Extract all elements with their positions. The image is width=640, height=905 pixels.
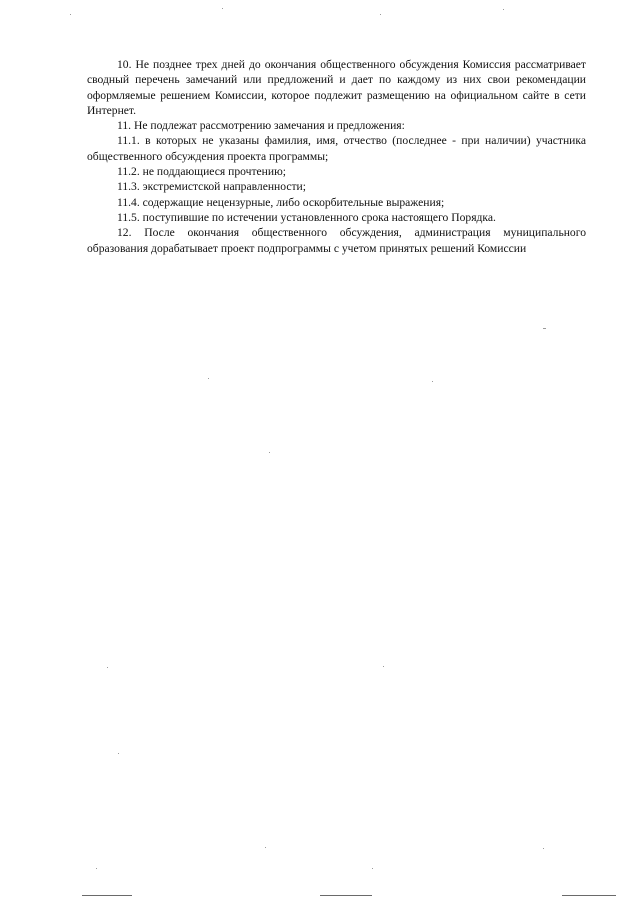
scan-speck xyxy=(432,381,433,382)
scan-speck xyxy=(372,868,373,869)
paragraph-11: 11. Не подлежат рассмотрению замечания и предложения: xyxy=(117,119,405,133)
paragraph-10: 10. Не позднее трех дней до окончания общественного обсуждения Комиссия рассматривает сводный перечень замечаний или предложений и дает по каждому из них свои рекомендации оформляемые решением Комиссии, которое подлежит размещению на официальном сайте в сети Интернет. xyxy=(87,58,586,117)
paragraph-11-5: 11.5. поступившие по истечении установленного срока настоящего Порядка. xyxy=(117,210,496,224)
scan-speck xyxy=(380,14,381,15)
scan-speck xyxy=(543,328,546,329)
document-body xyxy=(87,57,586,256)
paragraph-11-1: 11.1. в которых не указаны фамилия, имя, отчество (последнее - при наличии) участника общественного обсуждения проекта программы; xyxy=(87,134,586,163)
scan-speck xyxy=(107,667,108,668)
paragraph-11-4: 11.4. содержащие нецензурные, либо оскорбительные выражения; xyxy=(117,195,445,209)
scan-speck xyxy=(222,8,223,9)
footer-line-left xyxy=(82,895,132,896)
footer-line-center xyxy=(320,895,372,896)
scan-speck xyxy=(70,14,71,15)
paragraph-12: 12. После окончания общественного обсуждения, администрация муниципального образования дорабатывает проект подпрограммы с учетом принятых решений Комиссии xyxy=(87,226,586,255)
scan-speck xyxy=(118,753,119,754)
scan-speck xyxy=(503,9,504,10)
footer-line-right xyxy=(562,895,616,896)
paragraph-11-2: 11.2. не поддающиеся прочтению; xyxy=(117,165,286,179)
paragraph-11-3: 11.3. экстремистской направленности; xyxy=(117,180,306,194)
scan-speck xyxy=(208,378,209,379)
scan-speck xyxy=(543,848,544,849)
scan-speck xyxy=(265,847,266,848)
scan-speck xyxy=(383,666,384,667)
scan-speck xyxy=(96,868,97,869)
scan-speck xyxy=(269,452,270,453)
